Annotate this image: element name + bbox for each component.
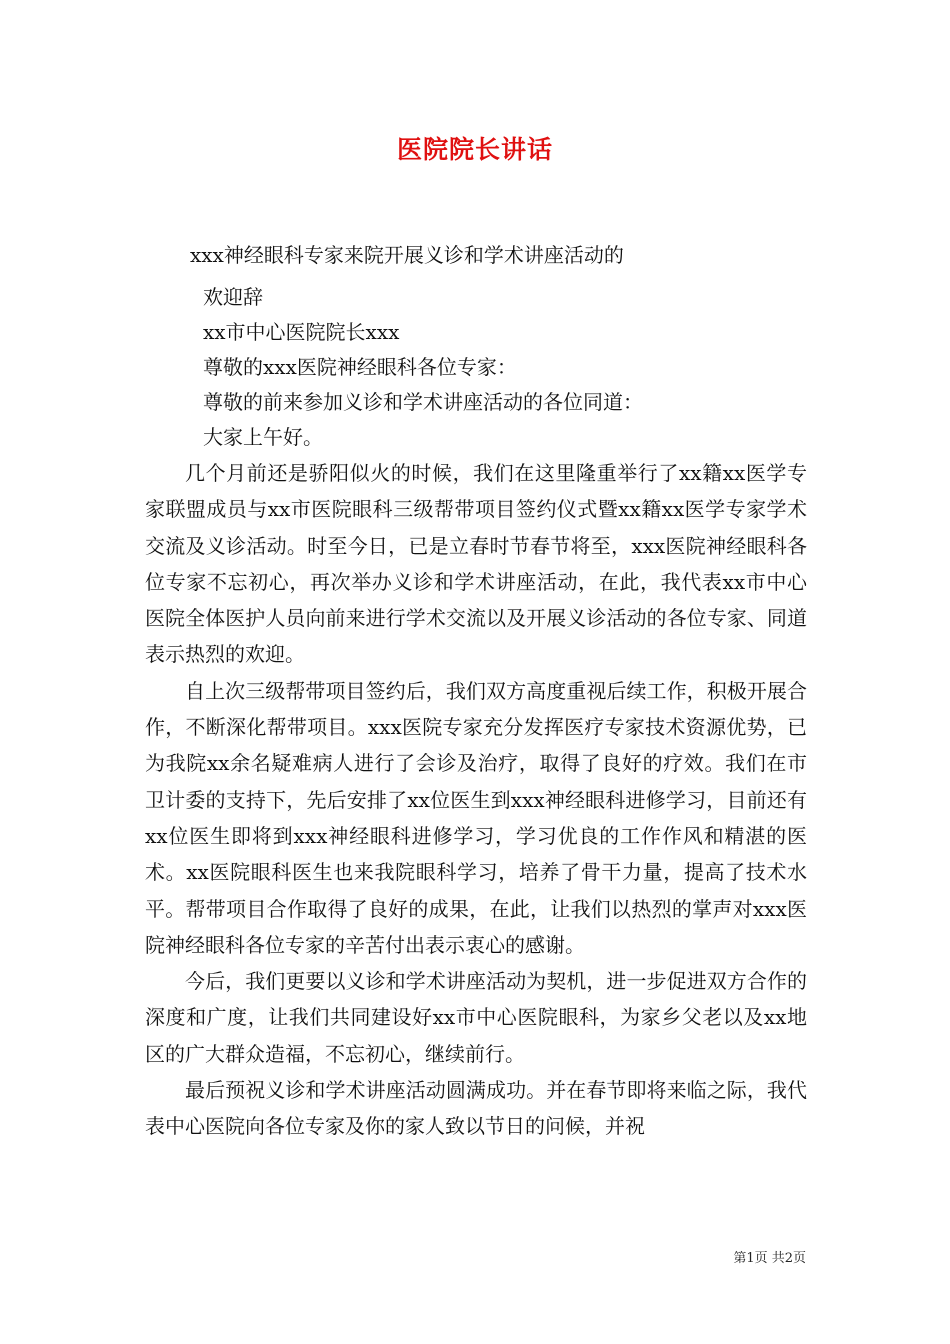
header-line-welcome: 欢迎辞 [203, 285, 263, 309]
header-line-topic: xxx神经眼科专家来院开展义诊和学术讲座活动的 [190, 243, 624, 267]
speech-body [145, 455, 807, 1145]
paragraph-4: 最后预祝义诊和学术讲座活动圆满成功。并在春节即将来临之际，我代表中心医院向各位专家及你的家人致以节日的问候，并祝 [145, 1078, 807, 1139]
page-title: 医院院长讲话 [396, 135, 553, 164]
salutation-experts: 尊敬的xxx医院神经眼科各位专家： [203, 355, 517, 379]
paragraph-2: 自上次三级帮带项目签约后，我们双方高度重视后续工作，积极开展合作，不断深化帮带项目。xxx医院专家充分发挥医疗专家技术资源优势，已为我院xx余名疑难病人进行了会诊及治疗，取得了良好的疗效。我们在市卫计委的支持下，先后安排了xx位医生到xxx神经眼科进修学习，目前还有xx位医生即将到xxx神经眼科进修学习，学习优良的工作作风和精湛的医术。xx医院眼科医生也来我院眼科学习，培养了骨干力量，提高了技术水平。帮带项目合作取得了良好的成果，在此，让我们以热烈的掌声对xxx医院神经眼科各位专家的辛苦付出表示衷心的感谢。 [145, 678, 807, 957]
greeting-line: 大家上午好。 [203, 425, 323, 449]
page-number-footer: 第1页 共2页 [733, 1251, 806, 1266]
header-line-speaker: xx市中心医院院长xxx [203, 320, 400, 344]
salutation-colleagues: 尊敬的前来参加义诊和学术讲座活动的各位同道： [203, 390, 643, 414]
paragraph-1: 几个月前还是骄阳似火的时候，我们在这里隆重举行了xx籍xx医学专家联盟成员与xx市医院眼科三级帮带项目签约仪式暨xx籍xx医学专家学术交流及义诊活动。时至今日，已是立春时节春节将至，xxx医院神经眼科各位专家不忘初心，再次举办义诊和学术讲座活动，在此，我代表xx市中心医院全体医护人员向前来进行学术交流以及开展义诊活动的各位专家、同道表示热烈的欢迎。 [145, 461, 807, 667]
paragraph-3: 今后，我们更要以义诊和学术讲座活动为契机，进一步促进双方合作的深度和广度，让我们共同建设好xx市中心医院眼科，为家乡父老以及xx地区的广大群众造福，不忘初心，继续前行。 [145, 969, 807, 1066]
